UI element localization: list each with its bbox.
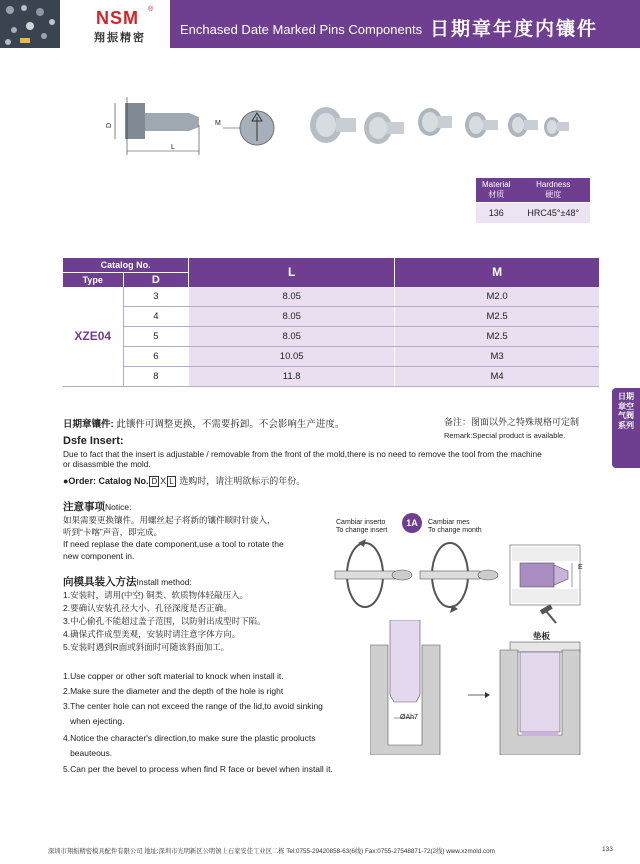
table-row [63, 326, 599, 346]
notice-title-en: Notice: [105, 502, 132, 512]
desc-cn [63, 419, 344, 430]
col-m-header: M [395, 258, 599, 287]
hardness-header-cn: 硬度 [545, 190, 562, 199]
notice-title-cn: 注意事项 [63, 501, 105, 513]
label-m: M [215, 120, 221, 127]
desc-cn-title: 日期章镶件: [63, 419, 114, 430]
order-label: ●Order: Catalog No. [63, 476, 149, 486]
install-cn-5: 5.安装时遇到R面或斜面时可随该斜面加工。 [63, 642, 230, 652]
cell-d: 8 [123, 366, 189, 386]
order-box-l: L [169, 477, 174, 486]
notice-line1: 如果需要更换镶件。用螺丝起子将新的镶件顺时针旋入， [63, 515, 276, 525]
table-row [63, 346, 599, 366]
type-value: XZE04 [63, 287, 123, 387]
notice-line4: new component in. [63, 551, 135, 561]
install-mold-diagram [370, 620, 590, 755]
pin-photo-6 [544, 117, 569, 137]
install-cn-3: 3.中心偷孔不能超过盖子范围，以防射出成型时下陷。 [63, 616, 266, 626]
fit-label: ØAh7 [400, 714, 418, 721]
install-cn-1: 1.安装时，请用(中空) 铜类、软质物体轻敲压入。 [63, 590, 249, 600]
catalog-table [63, 258, 599, 387]
cell-d: 4 [123, 306, 189, 326]
logo-chinese-name: 翔振精密 [94, 32, 146, 44]
order-box-d: D [151, 477, 158, 486]
material-table [476, 178, 590, 223]
install-title-cn: 向模具装入方法 [63, 576, 137, 588]
desc-en-line2: or disassmble the mold. [63, 459, 151, 469]
desc-en-line1: Due to fact that the insert is adjustable / removable from the front of the mold,there is no need to remove the tool from the machine [63, 449, 542, 459]
hardness-header-en: Hardness [536, 180, 571, 189]
header-photo [0, 0, 60, 48]
pin-photo-5 [508, 113, 538, 137]
mold-section-drawing [510, 545, 580, 605]
change-month-label-1: Cambiar mes [428, 519, 470, 526]
install-en-4b: beauteous. [63, 748, 113, 758]
install-cn-4: 4.确保式件成型美观，安装时请注意字体方向。 [63, 629, 241, 639]
mold-block-right [500, 642, 580, 755]
page-number: 133 [602, 846, 613, 853]
install-en-3b: when ejecting. [63, 716, 125, 726]
label-d: D [106, 122, 114, 129]
cell-d: 5 [123, 326, 189, 346]
order-line [63, 476, 305, 487]
cell-m: M3 [395, 346, 599, 366]
desc-cn-text: 此镶件可调整更换，不需要拆卸。不会影响生产进度。 [116, 419, 345, 430]
col-type-header: Type [63, 272, 123, 287]
label-l: L [171, 144, 175, 151]
change-month-label-2: To change month [428, 527, 482, 534]
table-row [63, 306, 599, 326]
product-photos [296, 100, 582, 150]
install-en-2: 2.Make sure the diameter and the depth of the hole is right [63, 686, 284, 696]
remark-en: Remark:Special product is available. [444, 431, 566, 440]
cell-l: 11.8 [189, 366, 395, 386]
pad-label: 垫板 [533, 631, 551, 641]
install-en-1: 1.Use copper or other soft material to knock when install it. [63, 671, 284, 681]
notice-line2: 听到“卡喀”声音，即完成。 [63, 527, 163, 537]
header-pins-image [0, 0, 60, 48]
change-insert-label-2: To change insert [336, 527, 388, 534]
side-tab-label: 日期章空气阀系列 [618, 392, 634, 430]
catalog-no-header: Catalog No. [63, 258, 189, 272]
cell-l: 10.05 [189, 346, 395, 366]
material-header [476, 178, 516, 203]
cell-m: M2.5 [395, 306, 599, 326]
desc-en-title: Dsfe Insert: [63, 435, 124, 447]
notice-line3: If need replase the date component,use a tool to rotate the [63, 539, 284, 549]
pin-photo-2 [364, 112, 404, 144]
pin-photo-3 [418, 108, 452, 136]
logo-text: NSM [96, 8, 139, 28]
remark-cn: 备注：图面以外之特殊规格可定制 [444, 417, 580, 427]
install-title [63, 577, 192, 588]
table-row [63, 287, 599, 307]
screwdriver-left-icon [335, 539, 412, 607]
change-insert-label-1: Cambiar inserto [336, 519, 386, 526]
pin-dimension-drawing [95, 95, 275, 170]
page-title-english: Enchased Date Marked Pins Components [180, 22, 423, 37]
cell-d: 3 [123, 287, 189, 307]
table-row [63, 366, 599, 386]
badge-1a: 1A [402, 513, 422, 533]
cell-m: M2.0 [395, 287, 599, 307]
install-en-5: 5.Can per the bevel to process when find R face or bevel when install it. [63, 764, 333, 774]
cell-l: 8.05 [189, 287, 395, 307]
material-value: 136 [476, 203, 516, 224]
hardness-value: HRC45°±48° [516, 203, 590, 224]
rotation-diagrams [330, 535, 610, 625]
order-x: X [160, 476, 167, 486]
material-header-en: Material [482, 180, 511, 189]
cell-l: 8.05 [189, 306, 395, 326]
install-title-en: Install method: [136, 577, 192, 587]
cell-m: M4 [395, 366, 599, 386]
arrow-right-icon [468, 692, 490, 698]
install-en-3: 3.The center hole can not exceed the range of the lid,to avoid sinking [63, 701, 323, 711]
pin-photo-4 [465, 112, 498, 138]
notice-title [63, 502, 131, 513]
screwdriver-right-icon [420, 543, 498, 613]
hardness-header [516, 178, 590, 203]
order-cn: 选购时，请注明欲标示的年份。 [179, 476, 306, 486]
page-title-chinese: 日期章年度内镶件 [430, 19, 599, 40]
col-d-header: D [123, 272, 189, 287]
pin-photo-1 [310, 107, 356, 143]
col-l-header: L [189, 258, 395, 287]
install-en-4: 4.Notice the character's direction,to make sure the plastic proolucts [63, 733, 316, 743]
material-header-cn: 材质 [488, 190, 505, 199]
cell-l: 8.05 [189, 326, 395, 346]
install-cn-2: 2.要确认安装孔径大小、孔径深度是否正确。 [63, 603, 232, 613]
cell-m: M2.5 [395, 326, 599, 346]
label-e: E [578, 564, 583, 571]
logo-registered-mark: ® [148, 6, 154, 13]
footer-contact: 深圳市翔振精密模具配件有限公司 地址:深圳市光明新区公明镇上石家安佳工业区二栋 Tel:0755-29420858-63(6线) Fax:0755-27548871-72(2线) www.xzmold.com [48, 848, 495, 855]
cell-d: 6 [123, 346, 189, 366]
mold-block-left [370, 620, 440, 755]
